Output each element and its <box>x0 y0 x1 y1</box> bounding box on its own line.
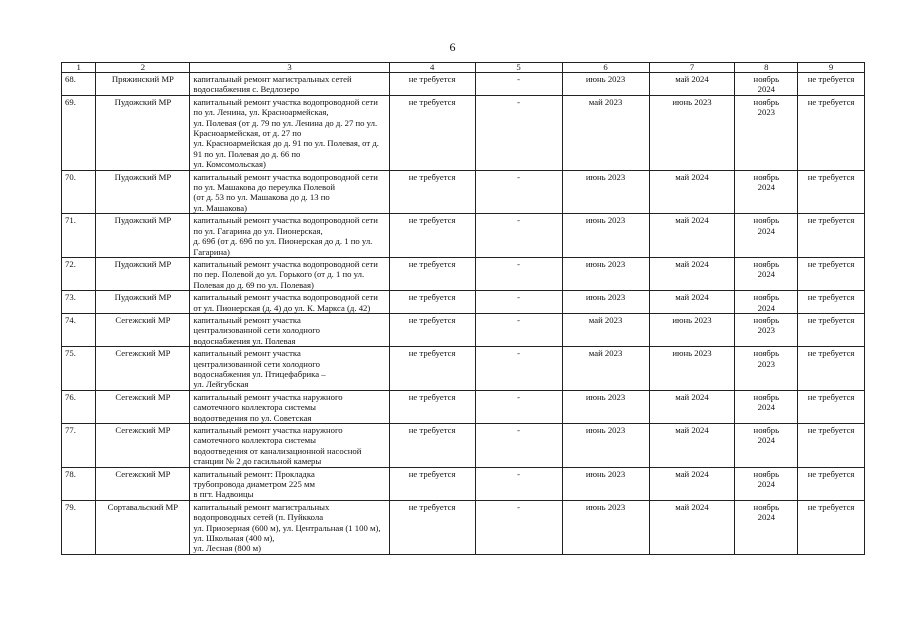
end-date: июнь 2023 <box>649 95 735 170</box>
start-date: июнь 2023 <box>562 257 649 290</box>
start-date: июнь 2023 <box>562 170 649 214</box>
end-date: май 2024 <box>649 500 735 554</box>
completion-date: ноябрь 2024 <box>735 467 798 500</box>
start-date: июнь 2023 <box>562 214 649 258</box>
district: Пудожский МР <box>96 170 190 214</box>
column-header-7: 7 <box>649 63 735 73</box>
column-5-value: - <box>475 500 562 554</box>
row-number: 73. <box>62 291 96 314</box>
column-4-value: не требуется <box>389 390 475 423</box>
column-9-value: не требуется <box>798 170 865 214</box>
completion-date: ноябрь 2024 <box>735 424 798 468</box>
column-4-value: не требуется <box>389 214 475 258</box>
district: Сегежский МР <box>96 424 190 468</box>
end-date: май 2024 <box>649 424 735 468</box>
district: Пудожский МР <box>96 214 190 258</box>
completion-date: ноябрь 2023 <box>735 313 798 346</box>
completion-date: ноябрь 2023 <box>735 95 798 170</box>
column-4-value: не требуется <box>389 73 475 96</box>
table-row <box>62 170 865 214</box>
completion-date: ноябрь 2024 <box>735 170 798 214</box>
column-header-6: 6 <box>562 63 649 73</box>
work-description: капитальный ремонт магистральных сетей водоснабжения с. Ведлозеро <box>190 73 389 96</box>
row-number: 76. <box>62 390 96 423</box>
column-9-value: не требуется <box>798 424 865 468</box>
row-number: 68. <box>62 73 96 96</box>
completion-date: ноябрь 2024 <box>735 214 798 258</box>
row-number: 70. <box>62 170 96 214</box>
column-5-value: - <box>475 95 562 170</box>
end-date: май 2024 <box>649 73 735 96</box>
end-date: июнь 2023 <box>649 313 735 346</box>
table-row <box>62 467 865 500</box>
column-4-value: не требуется <box>389 257 475 290</box>
column-9-value: не требуется <box>798 500 865 554</box>
district: Сортавальский МР <box>96 500 190 554</box>
column-4-value: не требуется <box>389 291 475 314</box>
start-date: июнь 2023 <box>562 73 649 96</box>
column-header-1: 1 <box>62 63 96 73</box>
column-9-value: не требуется <box>798 347 865 391</box>
row-number: 75. <box>62 347 96 391</box>
start-date: июнь 2023 <box>562 291 649 314</box>
work-description: капитальный ремонт участка водопроводной сети по ул. Ленина, ул. Красноармейская, ул. Полевая (от д. 79 по ул. Ленина до д. 27 по ул. Красноармейская, от д. 27 по ул. Красноармейская до д. 91 по ул. Полевая, от д. 91 по ул. Полевая до д. 66 по ул. Комсомольская) <box>190 95 389 170</box>
work-description: капитальный ремонт участка централизованной сети холодного водоснабжения ул. Полевая <box>190 313 389 346</box>
table-header <box>62 63 865 73</box>
row-number: 71. <box>62 214 96 258</box>
column-9-value: не требуется <box>798 291 865 314</box>
column-9-value: не требуется <box>798 95 865 170</box>
completion-date: ноябрь 2024 <box>735 390 798 423</box>
work-description: капитальный ремонт участка водопроводной сети по пер. Полевой до ул. Горького (от д. 1 по ул. Полевая до д. 69 по ул. Полевая) <box>190 257 389 290</box>
column-header-5: 5 <box>475 63 562 73</box>
start-date: июнь 2023 <box>562 424 649 468</box>
row-number: 74. <box>62 313 96 346</box>
start-date: май 2023 <box>562 347 649 391</box>
table-row <box>62 347 865 391</box>
table-row <box>62 500 865 554</box>
table-row <box>62 424 865 468</box>
row-number: 69. <box>62 95 96 170</box>
work-description: капитальный ремонт: Прокладка трубопровода диаметром 225 мм в пгт. Надвоицы <box>190 467 389 500</box>
table-row <box>62 313 865 346</box>
start-date: июнь 2023 <box>562 467 649 500</box>
table-body <box>62 73 865 555</box>
row-number: 72. <box>62 257 96 290</box>
end-date: май 2024 <box>649 170 735 214</box>
column-9-value: не требуется <box>798 313 865 346</box>
work-description: капитальный ремонт участка водопроводной сети по ул. Гагарина до ул. Пионерская, д. 69б (от д. 69б по ул. Пионерская до д. 1 по ул. Гагарина) <box>190 214 389 258</box>
row-number: 79. <box>62 500 96 554</box>
start-date: май 2023 <box>562 313 649 346</box>
column-header-9: 9 <box>798 63 865 73</box>
column-9-value: не требуется <box>798 214 865 258</box>
work-description: капитальный ремонт участка наружного самотечного коллектора системы водоотведения от канализационной насосной станции № 2 до гасильной камеры <box>190 424 389 468</box>
district: Сегежский МР <box>96 390 190 423</box>
table-row <box>62 73 865 96</box>
column-header-8: 8 <box>735 63 798 73</box>
district: Сегежский МР <box>96 347 190 391</box>
column-4-value: не требуется <box>389 347 475 391</box>
works-table <box>61 62 865 555</box>
district: Сегежский МР <box>96 467 190 500</box>
completion-date: ноябрь 2024 <box>735 500 798 554</box>
table-row <box>62 95 865 170</box>
column-5-value: - <box>475 390 562 423</box>
column-4-value: не требуется <box>389 467 475 500</box>
column-5-value: - <box>475 214 562 258</box>
column-5-value: - <box>475 347 562 391</box>
district: Сегежский МР <box>96 313 190 346</box>
column-5-value: - <box>475 73 562 96</box>
column-header-3: 3 <box>190 63 389 73</box>
completion-date: ноябрь 2024 <box>735 257 798 290</box>
column-4-value: не требуется <box>389 313 475 346</box>
start-date: июнь 2023 <box>562 500 649 554</box>
row-number: 78. <box>62 467 96 500</box>
table-row <box>62 214 865 258</box>
table-row <box>62 390 865 423</box>
header-row <box>62 63 865 73</box>
end-date: май 2024 <box>649 467 735 500</box>
work-description: капитальный ремонт участка водопроводной сети по ул. Машакова до переулка Полевой (от д. 53 по ул. Машакова до д. 13 по ул. Машакова) <box>190 170 389 214</box>
completion-date: ноябрь 2024 <box>735 73 798 96</box>
column-4-value: не требуется <box>389 170 475 214</box>
column-5-value: - <box>475 291 562 314</box>
start-date: май 2023 <box>562 95 649 170</box>
column-5-value: - <box>475 313 562 346</box>
column-5-value: - <box>475 257 562 290</box>
table-row <box>62 291 865 314</box>
end-date: май 2024 <box>649 257 735 290</box>
end-date: май 2024 <box>649 390 735 423</box>
district: Пудожский МР <box>96 95 190 170</box>
column-9-value: не требуется <box>798 390 865 423</box>
column-5-value: - <box>475 467 562 500</box>
column-4-value: не требуется <box>389 95 475 170</box>
column-header-4: 4 <box>389 63 475 73</box>
row-number: 77. <box>62 424 96 468</box>
column-9-value: не требуется <box>798 467 865 500</box>
column-9-value: не требуется <box>798 73 865 96</box>
column-5-value: - <box>475 170 562 214</box>
completion-date: ноябрь 2023 <box>735 347 798 391</box>
column-4-value: не требуется <box>389 424 475 468</box>
column-9-value: не требуется <box>798 257 865 290</box>
end-date: май 2024 <box>649 291 735 314</box>
completion-date: ноябрь 2024 <box>735 291 798 314</box>
work-description: капитальный ремонт участка водопроводной сети от ул. Пионерская (д. 4) до ул. К. Маркса (д. 42) <box>190 291 389 314</box>
district: Пудожский МР <box>96 291 190 314</box>
district: Пряжинский МР <box>96 73 190 96</box>
end-date: июнь 2023 <box>649 347 735 391</box>
start-date: июнь 2023 <box>562 390 649 423</box>
column-header-2: 2 <box>96 63 190 73</box>
column-4-value: не требуется <box>389 500 475 554</box>
table-row <box>62 257 865 290</box>
work-description: капитальный ремонт магистральных водопроводных сетей (п. Пуйккола ул. Приозерная (600 м), ул. Центральная (1 100 м), ул. Школьная (400 м), ул. Лесная (800 м) <box>190 500 389 554</box>
end-date: май 2024 <box>649 214 735 258</box>
page-number: 6 <box>449 40 456 54</box>
work-description: капитальный ремонт участка наружного самотечного коллектора системы водоотведения по ул. Советская <box>190 390 389 423</box>
work-description: капитальный ремонт участка централизованной сети холодного водоснабжения ул. Птицефабрика – ул. Лейгубская <box>190 347 389 391</box>
column-5-value: - <box>475 424 562 468</box>
district: Пудожский МР <box>96 257 190 290</box>
